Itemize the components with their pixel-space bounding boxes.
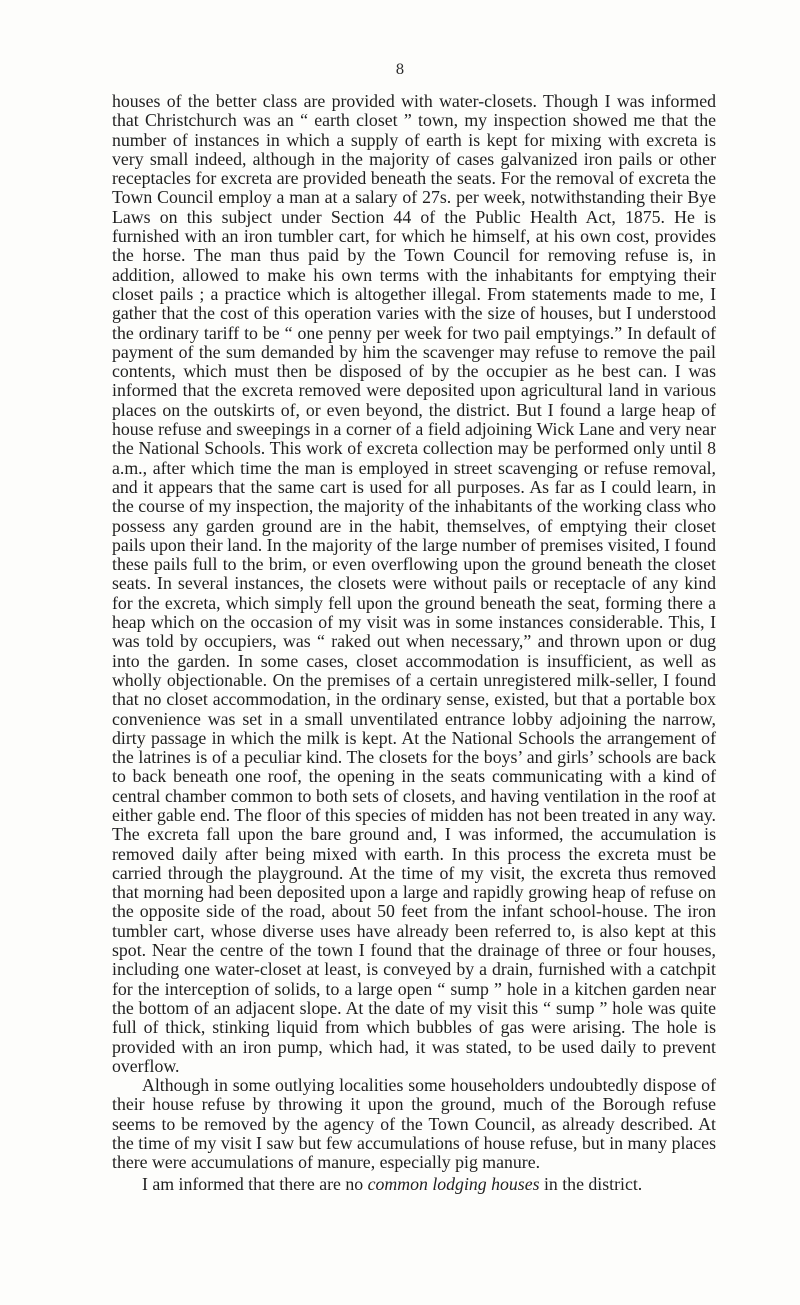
report-body	[112, 92, 716, 1194]
lodging-text-emphasis: common lodging houses	[367, 1173, 540, 1194]
paragraph-house-refuse: Although in some outlying localities some householders undoubtedly dispose of their house refuse by throwing it upon the ground, much of the Borough refuse seems to be removed by the agency of the Town Council, as already described. At the time of my visit I saw but few accumulations of house refuse, but in many places there were accumulations of manure, especially pig manure.	[112, 1075, 716, 1173]
paragraph-lodging-houses	[112, 1175, 716, 1194]
page-number: 8	[395, 62, 405, 78]
lodging-text-end: in the district.	[539, 1173, 643, 1194]
paragraph-excreta-removal: houses of the better class are provided with water-closets. Though I was informed that Christchurch was an “ earth closet ” town, my inspection showed me that the number of instances in which a supply of earth is kept for mixing with excreta is very small indeed, although in the majority of cases galvanized iron pails or other receptacles for excreta are provided beneath the seats. For the removal of excreta the Town Council employ a man at a salary of 27s. per week, notwithstanding their Bye Laws on this subject under Section 44 of the Public Health Act, 1875. He is furnished with an iron tumbler cart, for which he himself, at his own cost, provides the horse. The man thus paid by the Town Council for removing refuse is, in addition, allowed to make his own terms with the inhabitants for emptying their closet pails ; a practice which is altogether illegal. From statements made to me, I gather that the cost of this operation varies with the size of houses, but I understood the ordinary tariff to be “ one penny per week for two pail emptyings.” In default of payment of the sum demanded by him the scavenger may refuse to remove the pail contents, which must then be disposed of by the occupier as he best can. I was informed that the excreta removed were deposited upon agricultural land in various places on the outskirts of, or even beyond, the district. But I found a large heap of house refuse and sweepings in a corner of a field adjoining Wick Lane and very near the National Schools. This work of excreta collection may be performed only until 8 a.m., after which time the man is employed in street scavenging or refuse removal, and it appears that the same cart is used for all purposes. As far as I could learn, in the course of my inspection, the majority of the inhabitants of the working class who possess any garden ground are in the habit, themselves, of emptying their closet pails upon their land. In the majority of the large number of premises visited, I found these pails full to the brim, or even overflowing upon the ground beneath the closet seats. In several instances, the closets were without pails or receptacle of any kind for the excreta, which simply fell upon the ground beneath the seat, forming there a heap which on the occasion of my visit was in some instances considerable. This, I was told by occupiers, was “ raked out when necessary,” and thrown upon or dug into the garden. In some cases, closet accommodation is insufficient, as well as wholly objectionable. On the premises of a certain unregistered milk-seller, I found that no closet accommodation, in the ordinary sense, existed, but that a portable box convenience was set in a small unventilated entrance lobby adjoining the narrow, dirty passage in which the milk is kept. At the National Schools the arrangement of the latrines is of a peculiar kind. The closets for the boys’ and girls’ schools are back to back beneath one roof, the opening in the seats communicating with a kind of central chamber common to both sets of closets, and having ventilation in the roof at either gable end. The floor of this species of midden has not been treated in any way. The excreta fall upon the bare ground and, I was informed, the accumulation is removed daily after being mixed with earth. In this process the excreta must be carried through the playground. At the time of my visit, the excreta thus removed that morning had been deposited upon a large and rapidly growing heap of refuse on the opposite side of the road, about 50 feet from the infant school-house. The iron tumbler cart, whose diverse uses have already been referred to, is also kept at this spot. Near the centre of the town I found that the drainage of three or four houses, including one water-closet at least, is conveyed by a drain, furnished with a catchpit for the interception of solids, to a large open “ sump ” hole in a kitchen garden near the bottom of an adjacent slope. At the date of my visit this “ sump ” hole was quite full of thick, stinking liquid from which bubbles of gas were arising. The hole is provided with an iron pump, which had, it was stated, to be used daily to prevent overflow.	[112, 91, 716, 1076]
lodging-text-start: I am informed that there are no	[142, 1173, 368, 1194]
